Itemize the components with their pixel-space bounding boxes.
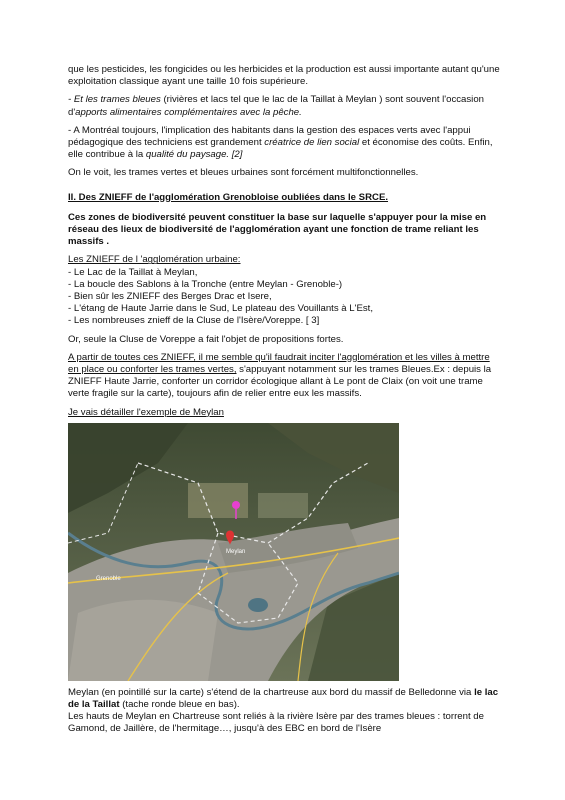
map-label-grenoble: Grenoble xyxy=(96,575,121,582)
list-item: - Les nombreuses znieff de la Cluse de l'Isère/Voreppe. [ 3] xyxy=(68,315,320,327)
apports-alimentaires-emphasis: apports alimentaires complémentaires avec la pêche. xyxy=(75,106,302,118)
section-heading: II. Des ZNIEFF de l'agglomération Grenobloise oubliées dans le SRCE. xyxy=(68,191,389,203)
lac-taillat-bold: le lac de la Taillat xyxy=(68,686,499,711)
paragraph-voreppe: Or, seule la Cluse de Voreppe a fait l'objet de propositions fortes. xyxy=(68,333,344,345)
proposition-underlined-b: il me semble qu'il faudrait inciter l'agglomération et les villes à mettre en place ou conforter les trames vertes, xyxy=(68,351,490,376)
paragraph-hauts-meylan: Les hauts de Meylan en Chartreuse sont reliés à la rivière Isère par des trames bleues : torrent de Gamond, de Jaillère, de l'hermitage…, jusqu'à des EBC en bord de l'Isère xyxy=(68,711,484,735)
trames-bleues-text: (rivières et lacs tel que le lac de la Taillat à Meylan ) sont souvent l'occasion d' xyxy=(68,94,484,118)
map-intro: Je vais détailler l'exemple de Meylan xyxy=(68,406,224,418)
montreal-text-a: - A Montréal toujours, l'implication des habitants dans la gestion des espaces verts avec l'appui pédagogique des techniciens est grandement xyxy=(68,124,471,149)
paragraph-meylan xyxy=(68,687,500,711)
list-item: - L'étang de Haute Jarrie dans le Sud, Le plateau des Vouillants à L'Est, xyxy=(68,303,373,315)
montreal-text-c: et économise des coûts. Enfin, elle contribue à la xyxy=(68,137,493,161)
paragraph-trames-bleues xyxy=(68,94,500,118)
map-image xyxy=(68,423,399,681)
section-lead: Ces zones de biodiversité peuvent constituer la base sur laquelle s'appuyer pour la mise en réseau des lieux de biodiversité de l'agglomération ayant une fonction de trame reliant les massifs . xyxy=(68,211,487,248)
map-label-meylan: Meylan xyxy=(226,548,246,555)
paragraph-montreal xyxy=(68,125,500,162)
paragraph-proposition xyxy=(68,352,500,401)
qualite-paysage-emphasis: qualité du paysage. xyxy=(145,149,230,161)
lien-social-emphasis: créatrice de lien social xyxy=(261,137,360,149)
znieff-list-title: Les ZNIEFF de l 'agglomération urbaine: xyxy=(68,254,241,266)
list-item: - Bien sûr les ZNIEFF des Berges Drac et Isere, xyxy=(68,291,272,303)
trames-bleues-emphasis: - Et les trames bleues xyxy=(68,94,161,106)
paragraph-pesticides: que les pesticides, les fongicides ou les herbicides et la production est aussi importante autant qu'une exploitation classique ayant une taille 10 fois supérieure. xyxy=(68,64,500,88)
list-item: - Le Lac de la Taillat à Meylan, xyxy=(68,266,198,278)
proposition-underlined-a: A partir de toutes ces ZNIEFF, xyxy=(68,351,196,363)
znieff-list xyxy=(68,267,500,328)
document-page xyxy=(68,64,500,736)
meylan-text-c: (tache ronde bleue en bas). xyxy=(119,699,240,711)
meylan-text-a: Meylan (en pointillé sur la carte) s'étend de la chartreuse aux bord du massif de Belledonne via xyxy=(68,686,475,698)
reference-2: [2] xyxy=(229,149,243,161)
satellite-map[interactable] xyxy=(68,423,399,681)
proposition-text: s'appuyant notamment sur les trames Bleues.Ex : depuis la ZNIEFF Haute Jarrie, conforter un corridor écologique allant à Le pont de Claix (on voit une trame verte fragile sur la carte), toujours afin de relier entre eux les massifs. xyxy=(68,364,492,400)
paragraph-multifonction: On le voit, les trames vertes et bleues urbaines sont forcément multifonctionnelles. xyxy=(68,167,419,179)
list-item: - La boucle des Sablons à la Tronche (entre Meylan - Grenoble-) xyxy=(68,278,343,290)
